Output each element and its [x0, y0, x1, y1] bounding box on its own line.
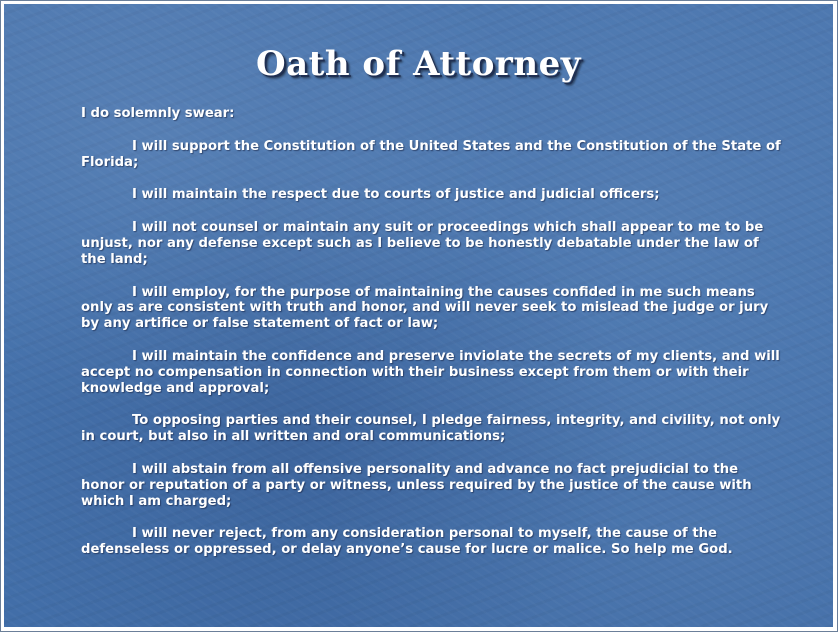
oath-clause: I will maintain the respect due to courts of justice and judicial officers; — [132, 187, 660, 203]
oath-clause: I will abstain from all offensive personality and advance no fact prejudicial to the honor or reputation of a party or witness, unless required by the justice of the cause with which I am charged; — [81, 461, 752, 509]
oath-clause: I will employ, for the purpose of maintaining the causes confided in me such means only as are consistent with truth and honor, and will never seek to mislead the judge or jury by any artifice or false statement of fact or law; — [81, 284, 769, 332]
slide — [4, 4, 833, 627]
oath-clause: I will support the Constitution of the United States and the Constitution of the State of Florida; — [81, 138, 781, 170]
slide-title: Oath of Attorney — [256, 44, 581, 84]
oath-text — [81, 106, 786, 558]
oath-intro: I do solemnly swear: — [81, 106, 235, 121]
oath-clause: I will not counsel or maintain any suit or proceedings which shall appear to me to be unjust, nor any defense except such as I believe to be honestly debatable under the law of the land; — [81, 220, 764, 267]
oath-clause: To opposing parties and their counsel, I pledge fairness, integrity, and civility, not only in court, but also in all written and oral communications; — [81, 413, 781, 445]
oath-clause: I will never reject, from any consideration personal to myself, the cause of the defenseless or oppressed, or delay anyone’s cause for lucre or malice. So help me God. — [81, 526, 733, 558]
oath-clause: I will maintain the confidence and preserve inviolate the secrets of my clients, and will accept no compensation in connection with their business except from them or with their knowledge and approval; — [81, 348, 780, 396]
